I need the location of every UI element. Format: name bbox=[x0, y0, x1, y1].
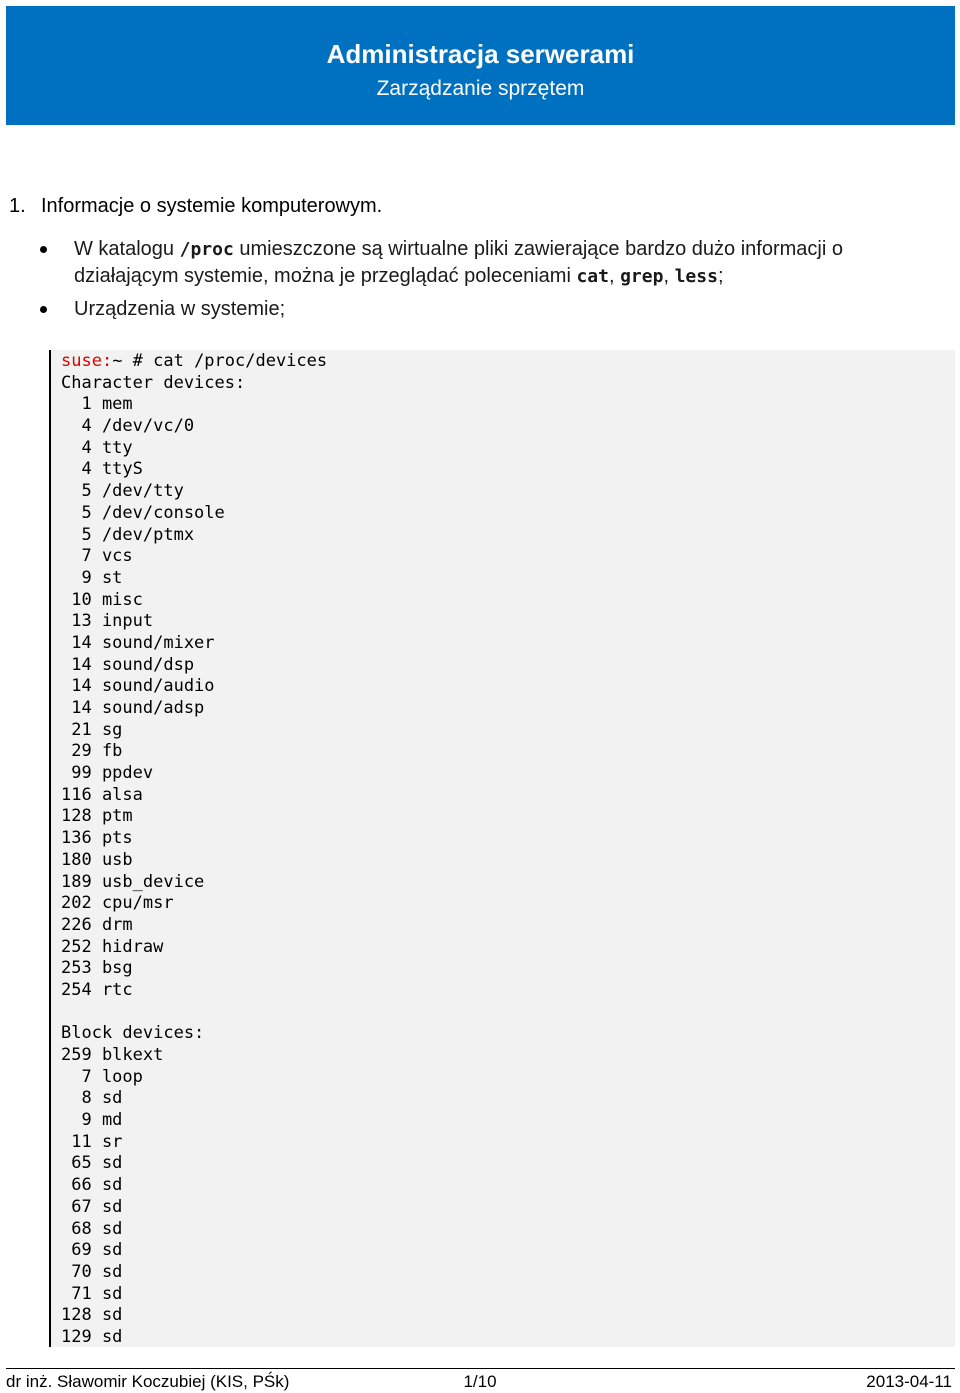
code-line: Block devices: bbox=[61, 1023, 205, 1044]
inline-code-less: less bbox=[674, 266, 718, 287]
separator: , bbox=[663, 265, 675, 287]
shell-command: ~ # cat /proc/devices bbox=[112, 351, 328, 371]
code-line: 259 blkext bbox=[61, 1045, 164, 1065]
code-line: 189 usb_device bbox=[61, 871, 205, 892]
code-line: 129 sd bbox=[61, 1326, 123, 1347]
code-line: 4 tty bbox=[61, 437, 133, 458]
document-title: Administracja serwerami bbox=[326, 39, 635, 69]
bullet-icon bbox=[40, 246, 47, 253]
code-line: 14 sound/mixer bbox=[61, 632, 215, 653]
code-line: 254 rtc bbox=[61, 979, 133, 1000]
code-line: 4 /dev/vc/0 bbox=[61, 416, 195, 437]
code-line: 14 sound/audio bbox=[61, 676, 215, 697]
bullet-list bbox=[40, 236, 930, 328]
code-line: 29 fb bbox=[61, 741, 123, 762]
inline-code-grep: grep bbox=[620, 266, 664, 287]
code-line: 14 sound/dsp bbox=[61, 654, 195, 675]
footer-divider bbox=[6, 1368, 955, 1369]
code-line: 180 usb bbox=[61, 849, 133, 870]
code-line: 70 sd bbox=[61, 1261, 123, 1282]
shell-prompt: suse: bbox=[61, 351, 113, 371]
code-line: 202 cpu/msr bbox=[61, 893, 174, 914]
code-line: 1 mem bbox=[61, 394, 133, 415]
code-line: 8 sd bbox=[61, 1088, 123, 1109]
code-line: 10 misc bbox=[61, 589, 143, 610]
code-line: 66 sd bbox=[61, 1175, 123, 1196]
page-number: 1/10 bbox=[463, 1372, 497, 1391]
code-line: 136 pts bbox=[61, 828, 133, 849]
code-line: 67 sd bbox=[61, 1196, 123, 1217]
code-line bbox=[61, 1002, 955, 1024]
bullet-text: W katalogu bbox=[74, 238, 180, 260]
bullet-end: ; bbox=[717, 265, 724, 287]
section-number: 1. bbox=[9, 195, 26, 217]
bullet-item-proc bbox=[40, 236, 930, 290]
code-line: 116 alsa bbox=[61, 784, 143, 805]
bullet-text: Urządzenia w systemie; bbox=[74, 298, 286, 320]
code-line: 7 vcs bbox=[61, 546, 133, 567]
footer-author: dr inż. Sławomir Koczubiej (KIS, PŚk) bbox=[6, 1372, 290, 1391]
code-line: 4 ttyS bbox=[61, 459, 143, 480]
code-line: 128 sd bbox=[61, 1305, 123, 1326]
code-line: 71 sd bbox=[61, 1283, 123, 1304]
code-line: Character devices: bbox=[61, 372, 246, 393]
code-line: 65 sd bbox=[61, 1153, 123, 1174]
command-line bbox=[61, 351, 955, 373]
bullet-text: umieszczone są wirtualne pliki zawierające bardzo dużo informacji o działającym systemie, można je przeglądać poleceniami bbox=[74, 238, 843, 287]
code-line: 14 sound/adsp bbox=[61, 698, 205, 718]
code-line: 99 ppdev bbox=[61, 763, 154, 784]
document-subtitle: Zarządzanie sprzętem bbox=[376, 77, 585, 100]
code-line: 226 drm bbox=[61, 914, 133, 935]
code-line: 11 sr bbox=[61, 1131, 123, 1152]
code-line: 69 sd bbox=[61, 1240, 123, 1261]
code-line: 13 input bbox=[61, 611, 154, 632]
code-line: 7 loop bbox=[61, 1066, 143, 1087]
code-line: 252 hidraw bbox=[61, 936, 164, 957]
code-line: 253 bsg bbox=[61, 958, 133, 979]
separator: , bbox=[608, 265, 621, 287]
code-line: 21 sg bbox=[61, 719, 123, 740]
code-listing bbox=[49, 350, 955, 1347]
section-title: Informacje o systemie komputerowym. bbox=[41, 195, 383, 217]
inline-code-cat: cat bbox=[576, 266, 609, 287]
code-output bbox=[61, 373, 955, 1349]
code-line: 9 md bbox=[61, 1110, 123, 1131]
code-line: 5 /dev/tty bbox=[61, 481, 184, 502]
code-line: 9 st bbox=[61, 567, 123, 588]
bullet-icon bbox=[40, 306, 47, 313]
code-line: 5 /dev/ptmx bbox=[61, 524, 195, 545]
code-line: 128 ptm bbox=[61, 806, 133, 827]
section-heading bbox=[9, 193, 382, 219]
inline-code-proc: /proc bbox=[179, 239, 234, 260]
code-line: 5 /dev/console bbox=[61, 502, 225, 523]
header-banner bbox=[6, 6, 955, 125]
code-line: 68 sd bbox=[61, 1218, 123, 1239]
footer-date: 2013-04-11 bbox=[866, 1372, 952, 1391]
bullet-item-devices bbox=[40, 296, 930, 322]
